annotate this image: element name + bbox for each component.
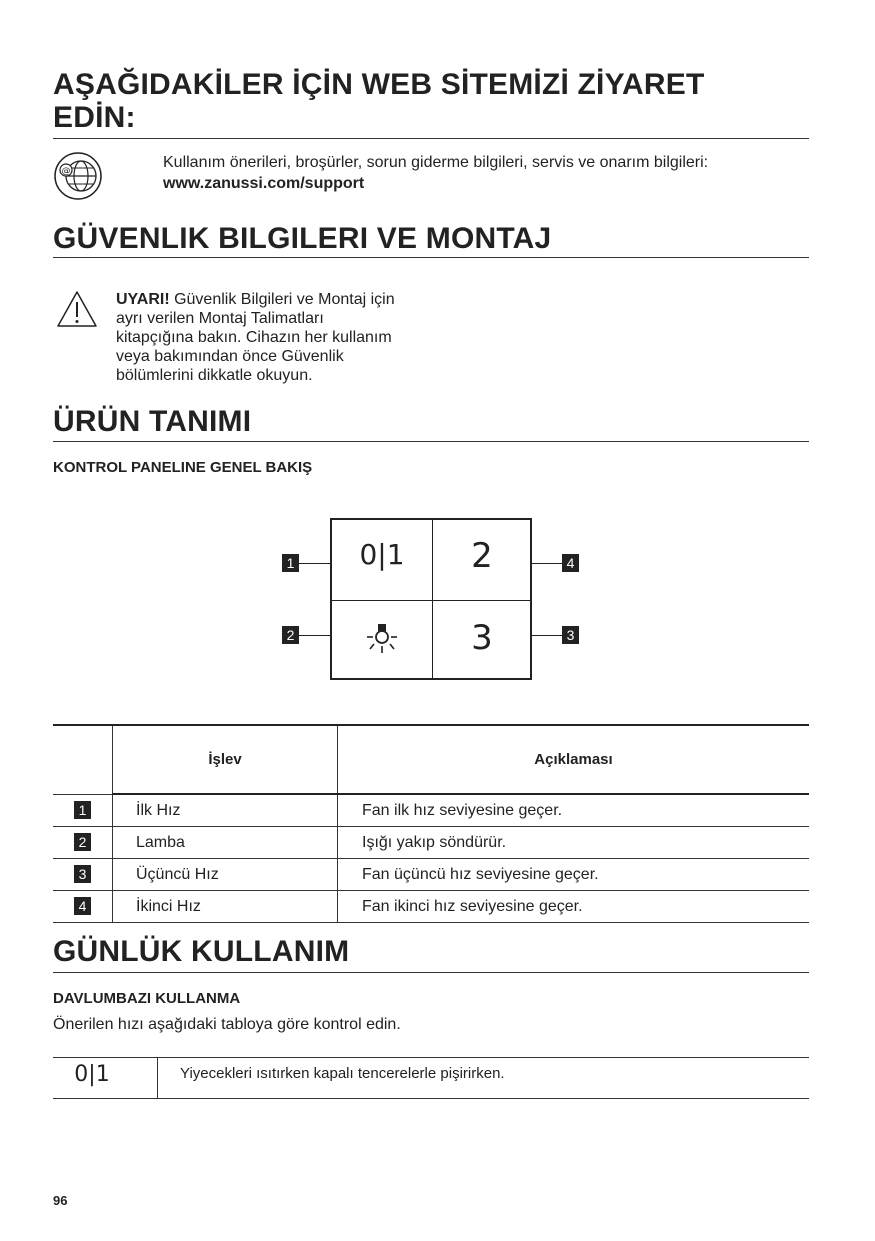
column-header-number bbox=[53, 725, 113, 794]
function-cell: Üçüncü Hız bbox=[113, 859, 338, 891]
function-cell: Lamba bbox=[113, 827, 338, 859]
lamp-icon bbox=[365, 620, 399, 656]
warning-triangle-icon bbox=[56, 290, 98, 328]
warning-text bbox=[116, 290, 396, 385]
row-number-badge: 3 bbox=[74, 865, 91, 883]
safety-heading: GÜVENLIK BILGILERI VE MONTAJ bbox=[53, 222, 552, 255]
description-cell: Fan ilk hız seviyesine geçer. bbox=[338, 794, 810, 827]
divider bbox=[332, 600, 530, 601]
on-off-button[interactable]: 0|1 bbox=[359, 538, 405, 571]
on-off-symbol: 0|1 bbox=[74, 1062, 110, 1087]
table-header-row bbox=[53, 725, 809, 794]
callout-2: 2 bbox=[282, 626, 299, 644]
column-header-description: Açıklaması bbox=[338, 725, 810, 794]
row-number-badge: 1 bbox=[74, 801, 91, 819]
divider bbox=[53, 972, 809, 973]
speed-row-text: Yiyecekleri ısıtırken kapalı tencerelerle pişirirken. bbox=[180, 1065, 505, 1082]
callout-line bbox=[299, 563, 331, 564]
table-row bbox=[53, 794, 809, 827]
visit-heading: AŞAĞIDAKİLER İÇİN WEB SİTEMİZİ ZİYARET EDİN: bbox=[53, 68, 705, 134]
function-cell: İkinci Hız bbox=[113, 891, 338, 923]
svg-text:@: @ bbox=[61, 166, 71, 177]
speed-3-button[interactable]: 3 bbox=[471, 618, 493, 658]
warning-body: Güvenlik Bilgileri ve Montaj için ayrı verilen Montaj Talimatları kitapçığına bakın. Cihazın her kullanım veya bakımından önce Güvenlik bölümlerini dikkatle okuyun. bbox=[116, 291, 395, 384]
row-number-badge: 2 bbox=[74, 833, 91, 851]
divider bbox=[53, 138, 809, 139]
hood-usage-subheading: DAVLUMBAZI KULLANMA bbox=[53, 990, 241, 1007]
visit-description: Kullanım önerileri, broşürler, sorun giderme bilgileri, servis ve onarım bilgileri: bbox=[163, 154, 709, 171]
speed-table bbox=[53, 1057, 809, 1099]
divider bbox=[157, 1058, 158, 1098]
callout-line bbox=[531, 635, 562, 636]
description-cell: Işığı yakıp söndürür. bbox=[338, 827, 810, 859]
row-number-badge: 4 bbox=[74, 897, 91, 915]
web-globe-icon bbox=[53, 151, 103, 201]
callout-3: 3 bbox=[562, 626, 579, 644]
callout-line bbox=[531, 563, 562, 564]
callout-1: 1 bbox=[282, 554, 299, 572]
table-row bbox=[53, 891, 809, 923]
description-cell: Fan üçüncü hız seviyesine geçer. bbox=[338, 859, 810, 891]
divider bbox=[53, 257, 809, 258]
page-number: 96 bbox=[53, 1193, 68, 1208]
callout-line bbox=[299, 635, 331, 636]
description-cell: Fan ikinci hız seviyesine geçer. bbox=[338, 891, 810, 923]
callout-4: 4 bbox=[562, 554, 579, 572]
divider bbox=[53, 441, 809, 442]
warning-label: UYARI! bbox=[116, 291, 170, 308]
control-panel-subheading: KONTROL PANELINE GENEL BAKIŞ bbox=[53, 459, 313, 476]
table-row bbox=[53, 827, 809, 859]
column-header-function: İşlev bbox=[113, 725, 338, 794]
speed-2-button[interactable]: 2 bbox=[471, 536, 493, 576]
product-heading: ÜRÜN TANIMI bbox=[53, 405, 252, 438]
table-row bbox=[53, 859, 809, 891]
lamp-button[interactable] bbox=[365, 620, 399, 656]
function-table bbox=[53, 724, 809, 923]
control-panel-diagram bbox=[330, 518, 532, 680]
support-link[interactable]: www.zanussi.com/support bbox=[163, 175, 365, 192]
function-cell: İlk Hız bbox=[113, 794, 338, 827]
daily-use-heading: GÜNLÜK KULLANIM bbox=[53, 935, 350, 968]
speed-intro-text: Önerilen hızı aşağıdaki tabloya göre kontrol edin. bbox=[53, 1016, 401, 1033]
